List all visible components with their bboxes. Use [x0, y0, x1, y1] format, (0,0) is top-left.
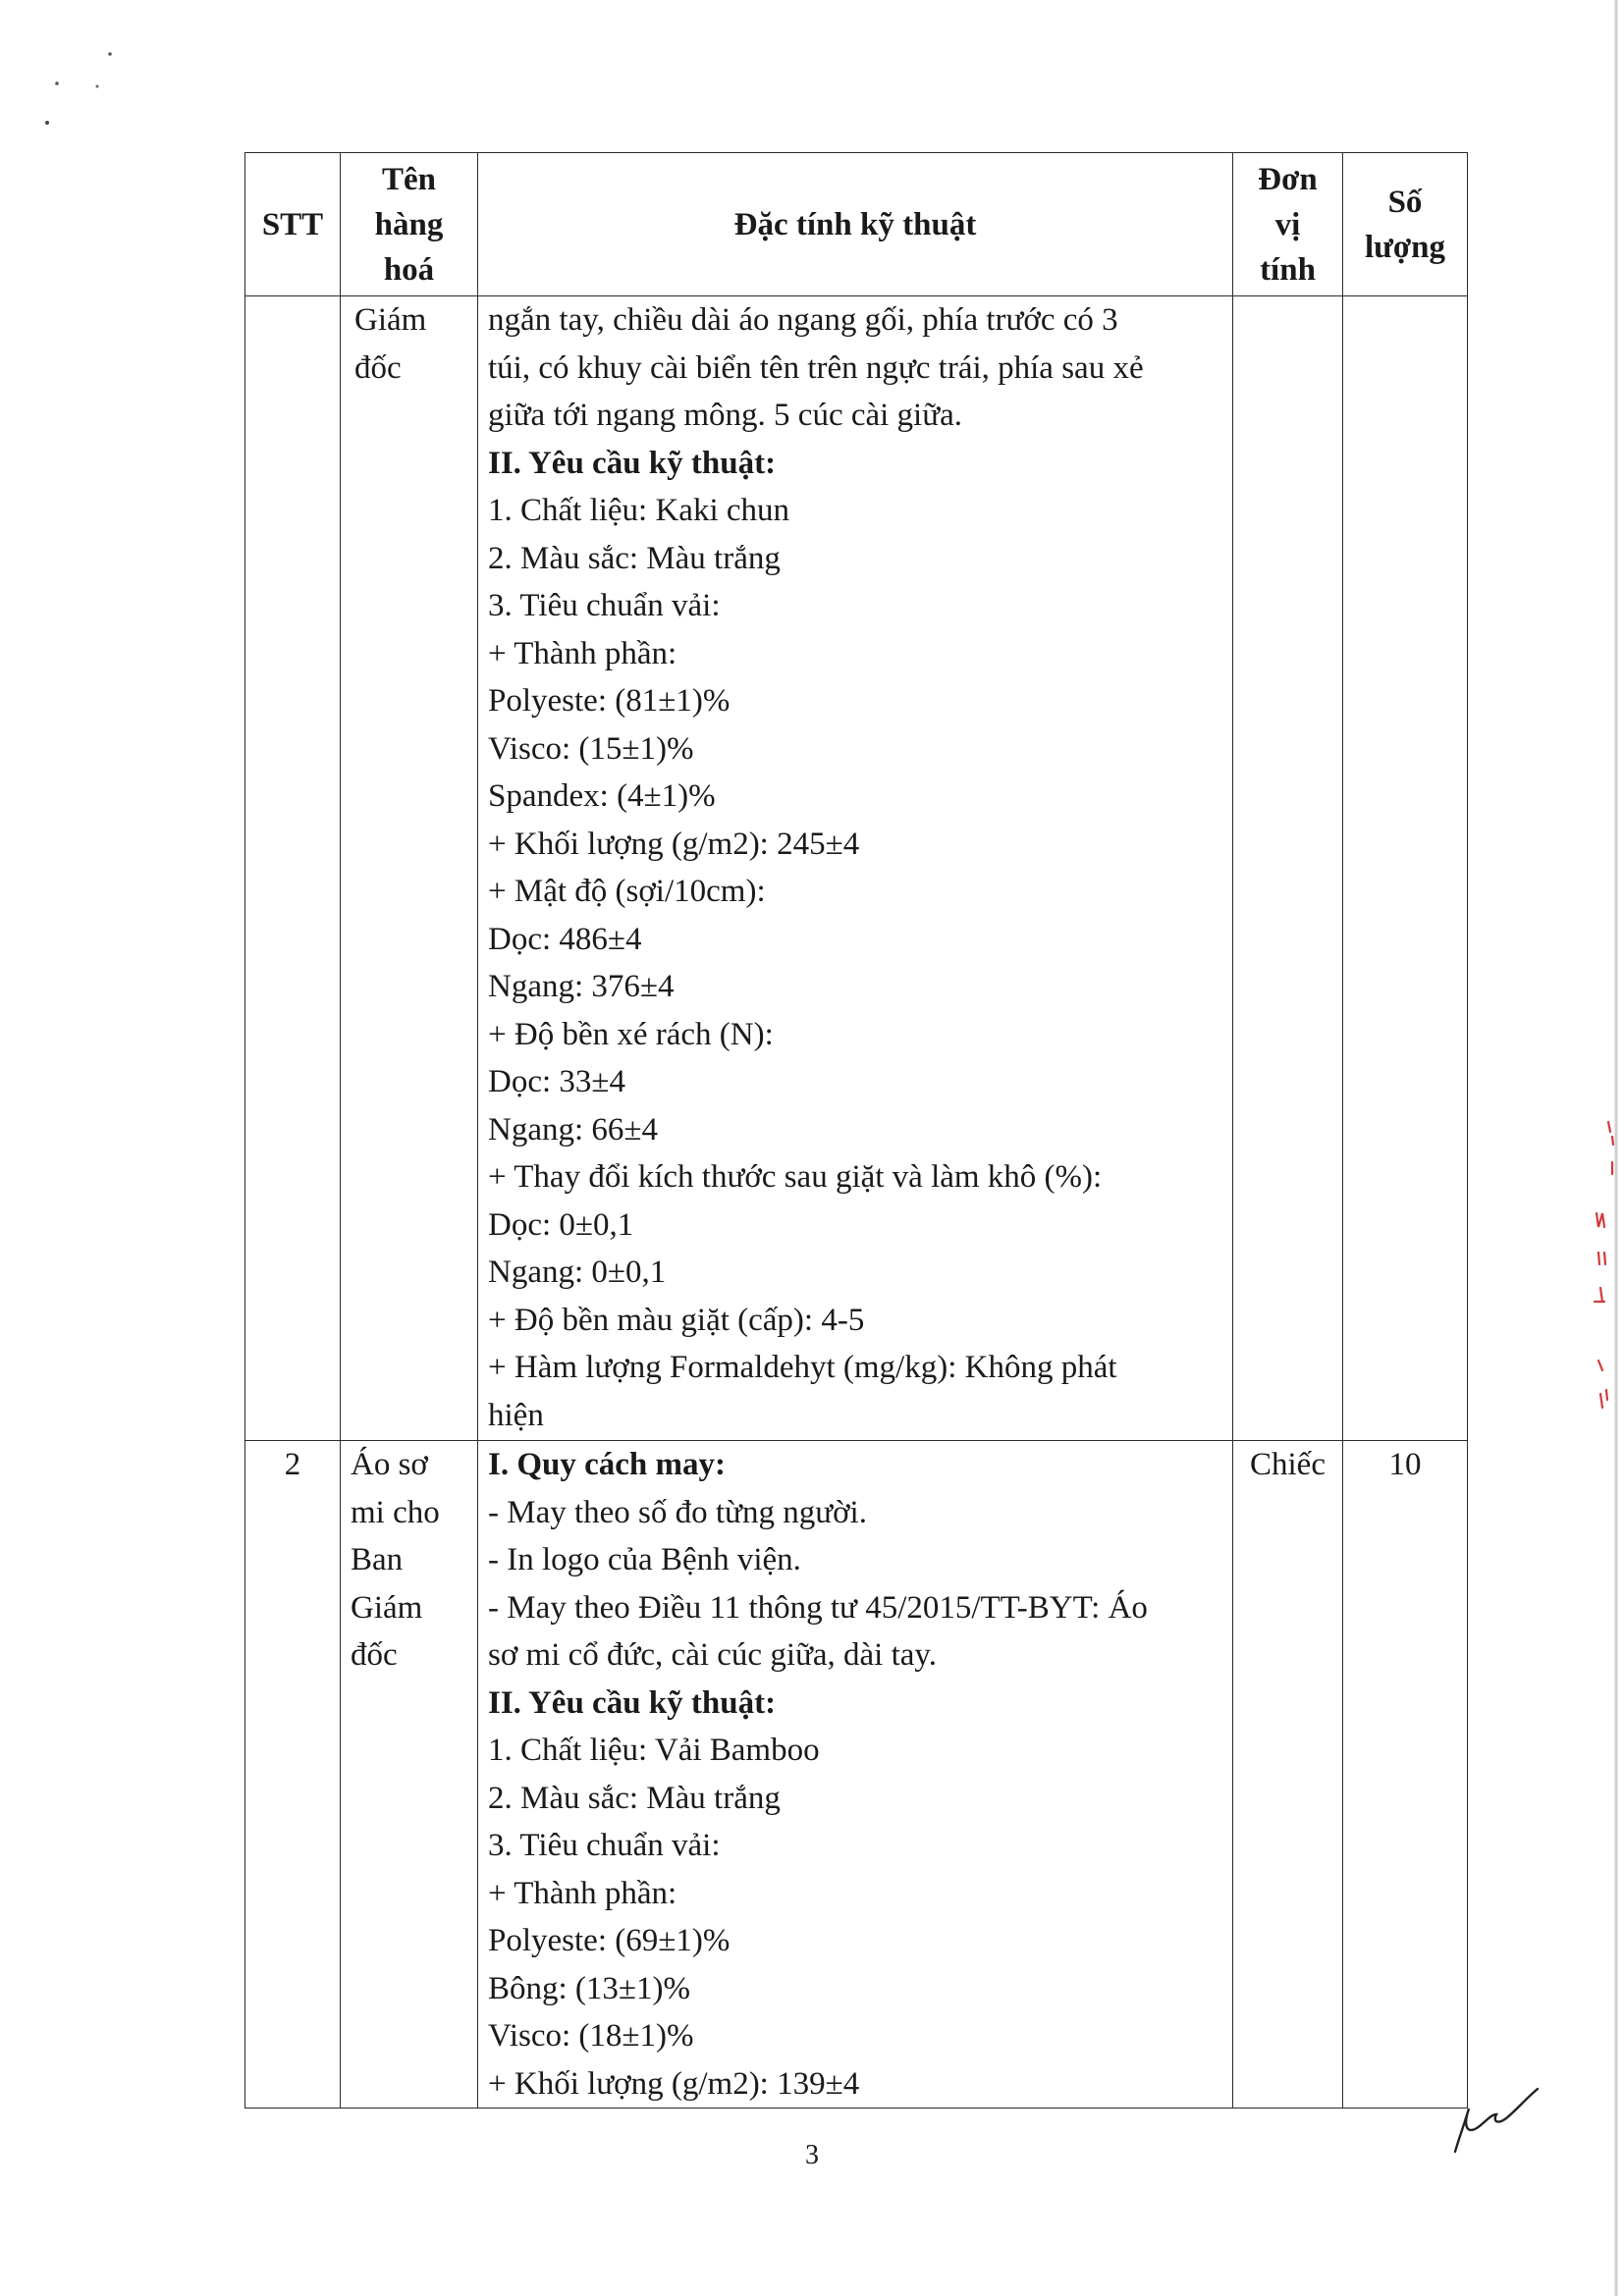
text-line: Áo sơ [351, 1447, 428, 1482]
text-line: Đơn [1258, 161, 1318, 197]
cell-technical-spec [478, 1441, 1233, 2109]
spec-line: - May theo số đo từng người. [488, 1494, 867, 1530]
text-line: hàng [374, 206, 444, 242]
header-technical-spec [478, 153, 1233, 296]
spec-line: Visco: (15±1)% [488, 730, 694, 767]
spec-line: Dọc: 486±4 [488, 921, 642, 957]
spec-line: Ngang: 376±4 [488, 969, 675, 1004]
spec-line: + Khối lượng (g/m2): 139±4 [488, 2065, 860, 2102]
spec-line: Dọc: 33±4 [488, 1064, 626, 1099]
spec-line: Ngang: 0±0,1 [488, 1255, 667, 1290]
text-line: đốc [354, 349, 402, 386]
cell-stt: 2 [245, 1441, 341, 2109]
spec-line: 2. Màu sắc: Màu trắng [488, 1780, 781, 1816]
cell-stt [245, 296, 341, 1441]
spec-line: + Thành phần: [488, 635, 677, 671]
text-line: Tên [381, 161, 436, 197]
text-line: đốc [351, 1637, 398, 1673]
cell-item-name [341, 296, 478, 1441]
spec-line: hiện [488, 1397, 544, 1433]
spec-line: + Độ bền xé rách (N): [488, 1016, 774, 1052]
spec-line: ngắn tay, chiều dài áo ngang gối, phía trước có 3 [488, 302, 1118, 338]
margin-marks [1595, 1122, 1613, 1408]
header-item-name [341, 153, 478, 296]
text-line: Giám [354, 302, 427, 338]
text-line: Giám [351, 1589, 423, 1626]
spec-line: + Thay đổi kích thước sau giặt và làm khô (%): [488, 1159, 1103, 1195]
cell-quantity: 10 [1343, 1441, 1468, 2109]
text-line: hoá [383, 251, 435, 288]
spec-line: + Hàm lượng Formaldehyt (mg/kg): Không phát [488, 1350, 1117, 1385]
spec-line: - In logo của Bệnh viện. [488, 1542, 801, 1577]
spec-line: Polyeste: (81±1)% [488, 683, 731, 719]
table-row [245, 296, 1468, 1441]
text-line: STT [261, 206, 324, 242]
spec-line: + Thành phần: [488, 1875, 677, 1911]
technical-spec-table [244, 152, 1468, 2109]
spec-line: 1. Chất liệu: Kaki chun [488, 493, 790, 528]
spec-line: 1. Chất liệu: Vải Bamboo [488, 1733, 820, 1768]
spec-line: 3. Tiêu chuẩn vải: [488, 588, 721, 623]
text-line: lượng [1364, 229, 1446, 265]
text-line: Số [1387, 184, 1423, 220]
text-line: tính [1260, 251, 1316, 288]
cell-quantity [1343, 296, 1468, 1441]
header-stt [245, 153, 341, 296]
spec-line: túi, có khuy cài biển tên trên ngực trái, phía sau xẻ [488, 349, 1144, 386]
cell-technical-spec [478, 296, 1233, 1441]
spec-line: + Khối lượng (g/m2): 245±4 [488, 826, 860, 862]
spec-line: 3. Tiêu chuẩn vải: [488, 1828, 721, 1863]
spec-line: Dọc: 0±0,1 [488, 1206, 634, 1243]
header-unit [1233, 153, 1343, 296]
spec-line: giữa tới ngang mông. 5 cúc cài giữa. [488, 398, 963, 433]
cell-unit [1233, 296, 1343, 1441]
spec-section-heading: II. Yêu cầu kỹ thuật: [488, 1684, 777, 1721]
text-line: mi cho [351, 1494, 440, 1530]
text-line: vị [1274, 206, 1301, 242]
table-row [245, 1441, 1468, 2109]
header-quantity [1343, 153, 1468, 296]
spec-line: Bông: (13±1)% [488, 1970, 691, 2006]
page-number: 3 [805, 2140, 819, 2170]
table-header-row [245, 153, 1468, 296]
spec-line: sơ mi cổ đức, cài cúc giữa, dài tay. [488, 1637, 938, 1673]
cell-item-name [341, 1441, 478, 2109]
spec-line: + Độ bền màu giặt (cấp): 4-5 [488, 1302, 865, 1338]
spec-line: Ngang: 66±4 [488, 1111, 659, 1148]
spec-line: Visco: (18±1)% [488, 2018, 694, 2054]
spec-line: Spandex: (4±1)% [488, 778, 716, 814]
spec-line: 2. Màu sắc: Màu trắng [488, 540, 781, 576]
spec-section-heading: I. Quy cách may: [488, 1447, 726, 1482]
spec-line: Polyeste: (69±1)% [488, 1923, 731, 1958]
text-line: Ban [351, 1542, 404, 1577]
spec-line: + Mật độ (sợi/10cm): [488, 874, 766, 909]
spec-line: - May theo Điều 11 thông tư 45/2015/TT-BYT: Áo [488, 1589, 1148, 1626]
cell-unit: Chiếc [1233, 1441, 1343, 2109]
text-line: Đặc tính kỹ thuật [733, 206, 977, 242]
spec-section-heading: II. Yêu cầu kỹ thuật: [488, 445, 777, 481]
